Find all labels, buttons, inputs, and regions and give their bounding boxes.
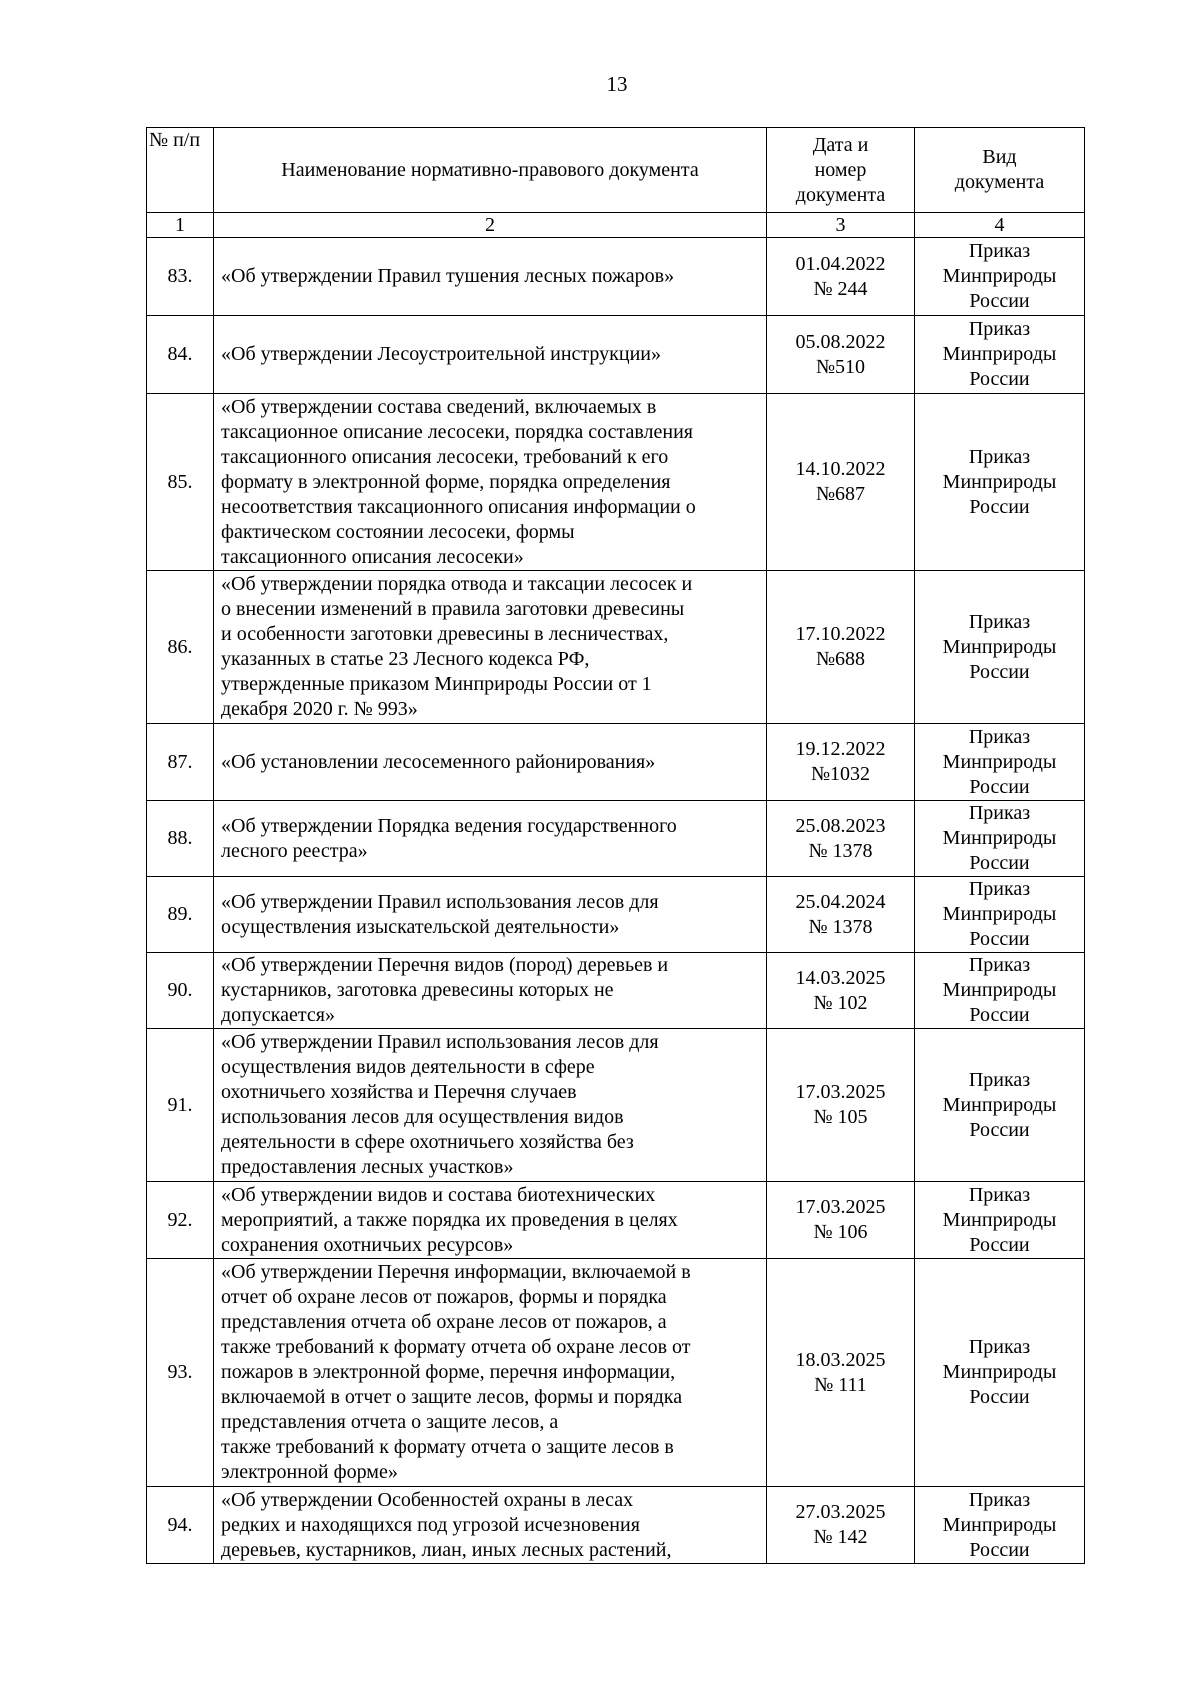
header-date-line: номер bbox=[814, 158, 867, 181]
document-name-line: и особенности заготовки древесины в лесничествах, bbox=[221, 623, 669, 645]
document-name-line: о внесении изменений в правила заготовки древесины bbox=[221, 598, 685, 620]
document-number: №510 bbox=[815, 355, 866, 378]
document-name-line: утвержденные приказом Минприроды России от 1 bbox=[221, 673, 652, 695]
row-number: 90. bbox=[147, 953, 214, 1029]
document-type-line: Приказ bbox=[968, 802, 1031, 824]
document-number: № 1378 bbox=[808, 915, 873, 938]
document-type-line: России bbox=[969, 660, 1030, 683]
document-name bbox=[214, 1029, 767, 1182]
document-type-line: Минприроды bbox=[942, 750, 1057, 773]
document-date-number bbox=[767, 571, 915, 724]
document-name-line: указанных в статье 23 Лесного кодекса РФ, bbox=[221, 648, 590, 670]
document-type-line: России bbox=[969, 368, 1030, 390]
document-name-line: допускается» bbox=[221, 1004, 335, 1026]
row-number: 93. bbox=[147, 1259, 214, 1487]
document-date: 25.08.2023 bbox=[795, 814, 886, 837]
document-type-line: Минприроды bbox=[942, 265, 1057, 287]
header-date bbox=[767, 128, 915, 213]
document-name bbox=[214, 1259, 767, 1487]
document-name bbox=[214, 571, 767, 724]
document-type bbox=[915, 1029, 1085, 1182]
document-name-line: «Об утверждении Правил тушения лесных пожаров» bbox=[221, 265, 675, 287]
document-name bbox=[214, 953, 767, 1029]
document-date: 05.08.2022 bbox=[795, 330, 886, 353]
document-type-line: России bbox=[969, 1004, 1030, 1026]
document-name-line: таксационного описания лесосеки, требований к его bbox=[221, 445, 669, 468]
document-type-line: России bbox=[969, 775, 1030, 798]
document-name-line: «Об утверждении Перечня видов (пород) деревьев и bbox=[221, 954, 669, 976]
document-name-line: включаемой в отчет о защите лесов, формы и порядка bbox=[221, 1386, 683, 1408]
document-name-line: таксационное описание лесосеки, порядка составления bbox=[221, 420, 693, 443]
document-type-line: Минприроды bbox=[942, 1361, 1057, 1383]
document-type-line: Минприроды bbox=[942, 1208, 1057, 1231]
document-name-line: несоответствия таксационного описания информации о bbox=[221, 495, 696, 518]
document-type-line: Минприроды bbox=[942, 827, 1057, 849]
document-name-line: осуществления изыскательской деятельности» bbox=[221, 915, 620, 938]
document-date: 17.03.2025 bbox=[795, 1081, 886, 1103]
document-type bbox=[915, 238, 1085, 316]
document-type-line: России bbox=[969, 290, 1030, 312]
document-date: 17.03.2025 bbox=[795, 1196, 886, 1218]
document-date-number bbox=[767, 1029, 915, 1182]
document-type bbox=[915, 394, 1085, 571]
document-type-line: Минприроды bbox=[942, 470, 1057, 493]
document-date: 14.10.2022 bbox=[795, 458, 886, 480]
table-row bbox=[147, 877, 1085, 953]
document-name-line: представления отчета об охране лесов от пожаров, а bbox=[221, 1311, 667, 1333]
row-number: 85. bbox=[147, 394, 214, 571]
row-number: 87. bbox=[147, 724, 214, 801]
document-type bbox=[915, 801, 1085, 877]
document-type-line: России bbox=[969, 1538, 1030, 1561]
document-name-line: отчет об охране лесов от пожаров, формы и порядка bbox=[221, 1286, 667, 1308]
document-name bbox=[214, 1182, 767, 1259]
table-row bbox=[147, 724, 1085, 801]
document-type-line: Минприроды bbox=[942, 903, 1057, 925]
document-name-line: «Об утверждении Перечня информации, включаемой в bbox=[221, 1261, 691, 1283]
table-row bbox=[147, 1487, 1085, 1564]
document-date: 01.04.2022 bbox=[795, 252, 886, 275]
document-date-number bbox=[767, 1259, 915, 1487]
document-name-line: также требований к формату отчета об охране лесов от bbox=[221, 1336, 691, 1358]
document-name-line: мероприятий, а также порядка их проведения в целях bbox=[221, 1208, 678, 1231]
document-date-number bbox=[767, 316, 915, 394]
document-type-line: Минприроды bbox=[942, 1093, 1057, 1116]
document-name-line: использования лесов для осуществления видов bbox=[221, 1106, 624, 1128]
document-name-line: «Об установлении лесосеменного районирования» bbox=[221, 750, 656, 773]
document-date-number bbox=[767, 953, 915, 1029]
document-date: 19.12.2022 bbox=[795, 738, 886, 760]
document-name-line: деятельности в сфере охотничьего хозяйства без bbox=[221, 1131, 634, 1153]
document-name-line: электронной форме» bbox=[221, 1461, 398, 1483]
table-row bbox=[147, 1182, 1085, 1259]
document-name-line: «Об утверждении Порядка ведения государственного bbox=[221, 814, 677, 837]
row-number: 84. bbox=[147, 316, 214, 394]
table-body bbox=[147, 238, 1085, 1564]
document-type-line: России bbox=[969, 495, 1030, 518]
row-number: 86. bbox=[147, 571, 214, 724]
document-date-number bbox=[767, 1487, 915, 1564]
column-number: 3 bbox=[767, 213, 915, 238]
document-name-line: деревьев, кустарников, лиан, иных лесных растений, bbox=[221, 1538, 672, 1561]
document-name bbox=[214, 724, 767, 801]
document-name-line: также требований к формату отчета о защите лесов в bbox=[221, 1436, 674, 1458]
row-number: 88. bbox=[147, 801, 214, 877]
document-date-number bbox=[767, 238, 915, 316]
document-name-line: пожаров в электронной форме, перечня информации, bbox=[221, 1361, 676, 1383]
document-type-line: Приказ bbox=[968, 725, 1031, 748]
document-name-line: «Об утверждении Лесоустроительной инструкции» bbox=[221, 343, 661, 365]
document-number: № 102 bbox=[813, 991, 868, 1014]
document-type-line: Минприроды bbox=[942, 979, 1057, 1001]
document-name-line: лесного реестра» bbox=[221, 839, 368, 862]
document-type-line: Приказ bbox=[968, 610, 1031, 633]
document-type bbox=[915, 1259, 1085, 1487]
row-number: 83. bbox=[147, 238, 214, 316]
document-name-line: «Об утверждении Правил использования лесов для bbox=[221, 890, 659, 913]
row-number: 92. bbox=[147, 1182, 214, 1259]
document-type-line: Приказ bbox=[968, 1068, 1031, 1091]
header-type-line: документа bbox=[954, 171, 1045, 193]
document-type-line: России bbox=[969, 1118, 1030, 1141]
document-date-number bbox=[767, 877, 915, 953]
document-name-line: кустарников, заготовка древесины которых не bbox=[221, 979, 614, 1001]
document-type-line: Минприроды bbox=[942, 635, 1057, 658]
document-name-line: «Об утверждении порядка отвода и таксации лесосек и bbox=[221, 573, 693, 595]
document-name-line: декабря 2020 г. № 993» bbox=[221, 698, 418, 720]
document-name-line: редких и находящихся под угрозой исчезновения bbox=[221, 1513, 640, 1536]
document-type-line: Приказ bbox=[968, 878, 1031, 900]
document-name-line: «Об утверждении видов и состава биотехнических bbox=[221, 1183, 656, 1206]
document-type-line: Минприроды bbox=[942, 1513, 1057, 1536]
row-number: 89. bbox=[147, 877, 214, 953]
document-type bbox=[915, 316, 1085, 394]
header-date-line: Дата и bbox=[812, 133, 869, 156]
document-date: 14.03.2025 bbox=[795, 966, 886, 989]
document-date-number bbox=[767, 724, 915, 801]
document-date: 17.10.2022 bbox=[795, 623, 886, 645]
regulations-table bbox=[146, 127, 1085, 1564]
document-date: 27.03.2025 bbox=[795, 1501, 886, 1523]
column-number: 4 bbox=[915, 213, 1085, 238]
document-type-line: Приказ bbox=[968, 445, 1031, 468]
table-row bbox=[147, 801, 1085, 877]
document-number: №687 bbox=[815, 483, 866, 505]
table-row bbox=[147, 571, 1085, 724]
document-name-line: сохранения охотничьих ресурсов» bbox=[221, 1233, 514, 1256]
document-number: №1032 bbox=[810, 763, 871, 785]
document-date-number bbox=[767, 801, 915, 877]
document-number: № 111 bbox=[814, 1373, 867, 1396]
document-name-line: представления отчета о защите лесов, а bbox=[221, 1411, 559, 1433]
document-name bbox=[214, 877, 767, 953]
document-name bbox=[214, 238, 767, 316]
document-type-line: России bbox=[969, 852, 1030, 874]
document-name-line: «Об утверждении Особенностей охраны в лесах bbox=[221, 1488, 634, 1511]
document-type-line: Приказ bbox=[968, 1183, 1031, 1206]
document-date-number bbox=[767, 394, 915, 571]
document-type-line: Приказ bbox=[968, 1336, 1031, 1358]
document-name-line: «Об утверждении состава сведений, включаемых в bbox=[221, 395, 657, 418]
document-name-line: формату в электронной форме, порядка определения bbox=[221, 470, 671, 493]
document-name bbox=[214, 1487, 767, 1564]
document-number: №688 bbox=[815, 648, 866, 670]
header-date-line: документа bbox=[795, 183, 886, 206]
document-type bbox=[915, 571, 1085, 724]
document-type-line: Приказ bbox=[968, 954, 1031, 976]
document-number: № 106 bbox=[813, 1221, 868, 1243]
document-name-line: «Об утверждении Правил использования лесов для bbox=[221, 1031, 659, 1053]
document-name bbox=[214, 394, 767, 571]
table-row bbox=[147, 238, 1085, 316]
header-type-line: Вид bbox=[982, 146, 1017, 168]
document-type bbox=[915, 724, 1085, 801]
document-date: 25.04.2024 bbox=[795, 890, 886, 913]
table-row bbox=[147, 1259, 1085, 1487]
table-row bbox=[147, 316, 1085, 394]
document-date: 18.03.2025 bbox=[795, 1348, 886, 1371]
document-number: № 142 bbox=[813, 1526, 868, 1548]
column-number: 2 bbox=[214, 213, 767, 238]
document-type-line: Приказ bbox=[968, 318, 1031, 340]
document-type-line: России bbox=[969, 1233, 1030, 1256]
table-row bbox=[147, 1029, 1085, 1182]
document-date-number bbox=[767, 1182, 915, 1259]
row-number: 94. bbox=[147, 1487, 214, 1564]
document-type bbox=[915, 877, 1085, 953]
document-type-line: Минприроды bbox=[942, 343, 1057, 365]
document-name-line: таксационного описания лесосеки» bbox=[221, 545, 524, 568]
document-type bbox=[915, 953, 1085, 1029]
document-name-line: предоставления лесных участков» bbox=[221, 1156, 514, 1178]
row-number: 91. bbox=[147, 1029, 214, 1182]
document-type bbox=[915, 1182, 1085, 1259]
document-name bbox=[214, 801, 767, 877]
document-type-line: России bbox=[969, 928, 1030, 950]
document-type bbox=[915, 1487, 1085, 1564]
document-type-line: Приказ bbox=[968, 1488, 1031, 1511]
document-number: № 244 bbox=[813, 277, 868, 300]
column-numbers-row bbox=[147, 213, 1085, 238]
document-type-line: Приказ bbox=[968, 240, 1031, 262]
table-row bbox=[147, 394, 1085, 571]
header-name: Наименование нормативно-правового документа bbox=[214, 128, 767, 213]
document-name bbox=[214, 316, 767, 394]
page-number: 13 bbox=[606, 72, 628, 96]
document-number: № 105 bbox=[813, 1106, 868, 1128]
document-name-line: охотничьего хозяйства и Перечня случаев bbox=[221, 1081, 577, 1103]
document-name-line: фактическом состоянии лесосеки, формы bbox=[221, 520, 575, 543]
column-number: 1 bbox=[147, 213, 214, 238]
header-num: № п/п bbox=[147, 128, 214, 213]
document-name-line: осуществления видов деятельности в сфере bbox=[221, 1056, 595, 1078]
document-type-line: России bbox=[969, 1386, 1030, 1408]
table-row bbox=[147, 953, 1085, 1029]
document-number: № 1378 bbox=[808, 839, 873, 862]
header-type bbox=[915, 128, 1085, 213]
table-header-row bbox=[147, 128, 1085, 213]
